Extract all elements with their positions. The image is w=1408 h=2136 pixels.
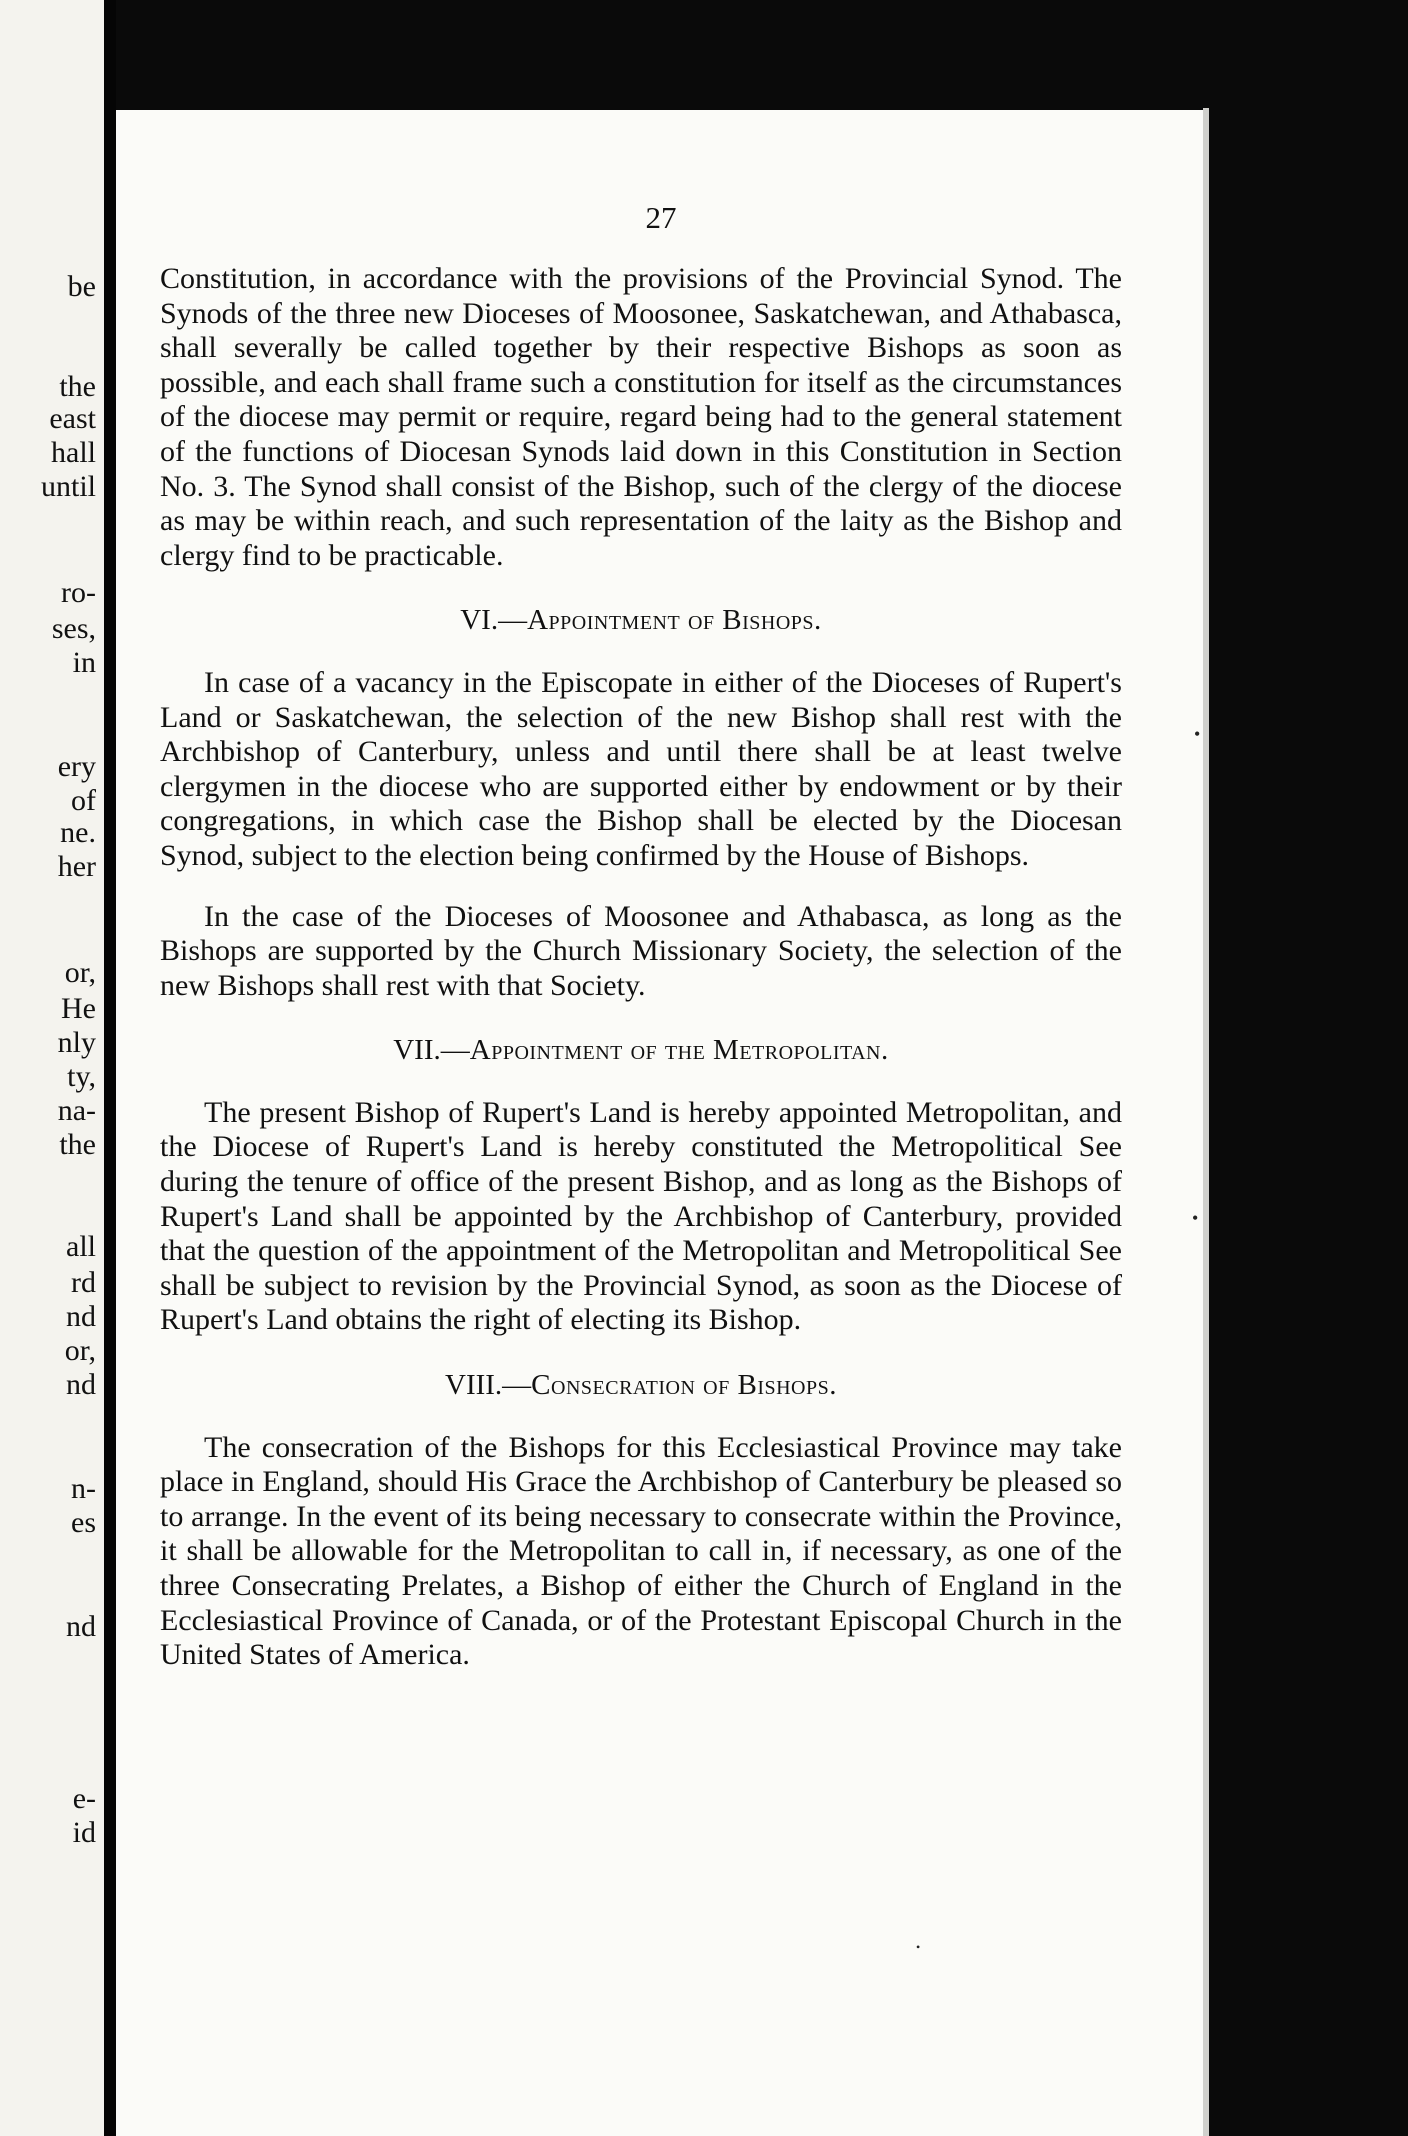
section-heading (160, 1033, 1122, 1068)
facing-page-fragment: es (71, 1506, 96, 1539)
margin-dot-mark: • (916, 1940, 921, 1954)
facing-page-fragment: e- (72, 1782, 96, 1815)
facing-page-fragment: na- (57, 1094, 96, 1127)
section-heading (160, 603, 1122, 638)
section-title: Consecration of Bishops. (531, 1369, 837, 1402)
page-edge-shadow (1203, 108, 1209, 2136)
facing-page-fragment: or, (64, 1334, 96, 1367)
section-paragraph: In the case of the Dioceses of Moosonee and Athabasca, as long as the Bishops are supported by the Church Missionary Society, the selection of the new Bishops shall rest with that Society. (160, 899, 1122, 1002)
section-paragraph: In case of a vacancy in the Episcopate in either of the Dioceses of Rupert's Land or Saskatchewan, the selection of the new Bishop shall rest with the Archbishop of Canterbury, unless and until there shall be at least twelve clergymen in the diocese who are supported either by endowment or by their congregations, in which case the Bishop shall be elected by the Diocesan Synod, subject to the election being confirmed by the House of Bishops. (160, 665, 1122, 872)
facing-page-fragment: the (59, 1128, 96, 1161)
margin-dot-mark: • (1192, 1208, 1199, 1228)
section-title: Appointment of Bishops. (527, 604, 822, 637)
facing-page-fragment: n- (71, 1472, 96, 1505)
facing-page-fragment: be (67, 270, 96, 303)
facing-page-fragment: ne. (60, 816, 96, 849)
facing-page-fragment: until (40, 470, 96, 503)
section-paragraph: The present Bishop of Rupert's Land is hereby appointed Metropolitan, and the Diocese of Rupert's Land is hereby constituted the Metropolitical See during the tenure of office of the present Bishop, and as long as the Bishops of Rupert's Land shall be appointed by the Archbishop of Canterbury, provided that the question of the appointment of the Metropolitan and Metropolitical See shall be subject to revision by the Provincial Synod, as soon as the Diocese of Rupert's Land obtains the right of electing its Bishop. (160, 1095, 1122, 1337)
facing-page-fragment: id (72, 1816, 96, 1849)
section-heading (160, 1368, 1122, 1403)
facing-page-fragment: east (49, 402, 96, 435)
facing-page-fragment: all (66, 1230, 96, 1263)
section-numeral: VII.— (393, 1034, 470, 1067)
opening-paragraph: Constitution, in accordance with the provisions of the Provincial Synod. The Synods of the three new Dioceses of Moosonee, Saskatchewan, and Athabasca, shall severally be called together by their respective Bishops as soon as possible, and each shall frame such a constitution for itself as the circumstances of the diocese may permit or require, regard being had to the general statement of the functions of Diocesan Synods laid down in this Constitution in Section No. 3. The Synod shall consist of the Bishop, such of the clergy of the diocese as may be within reach, and such representation of the laity as the Bishop and clergy find to be practicable. (160, 262, 1122, 572)
page-number: 27 (645, 200, 677, 235)
facing-page-fragment: in (72, 646, 96, 679)
document-page (116, 110, 1206, 2136)
facing-page-fragment: ses, (51, 612, 96, 645)
facing-page-fragment: the (59, 370, 96, 403)
facing-page-fragment: her (57, 850, 96, 883)
facing-page-fragment: He (61, 992, 96, 1025)
facing-page-fragment: rd (71, 1266, 96, 1299)
section-paragraph: The consecration of the Bishops for this Ecclesiastical Province may take place in England, should His Grace the Archbishop of Canterbury be pleased so to arrange. In the event of its being necessary to consecrate within the Province, it shall be allowable for the Metropolitan to call in, if necessary, as one of the three Consecrating Prelates, a Bishop of either the Church of England in the Ecclesiastical Province of Canada, or of the Protestant Episcopal Church in the United States of America. (160, 1430, 1122, 1672)
facing-page-fragment: or, (64, 956, 96, 989)
facing-page-edge (0, 0, 106, 2136)
facing-page-fragment: ro- (61, 576, 96, 609)
facing-page-fragment: nd (66, 1610, 96, 1643)
facing-page-fragment: nd (66, 1368, 96, 1401)
facing-page-fragment: nd (66, 1300, 96, 1333)
section-title: Appointment of the Metropolitan. (469, 1034, 889, 1067)
facing-page-fragment: hall (51, 436, 96, 469)
margin-dot-mark: • (1194, 724, 1201, 744)
section-numeral: VI.— (460, 604, 528, 637)
page-body (160, 262, 1122, 1673)
facing-page-fragment: ty, (67, 1060, 96, 1093)
section-numeral: VIII.— (445, 1369, 532, 1402)
facing-page-fragment: nly (57, 1026, 96, 1059)
book-gutter (104, 0, 116, 2136)
facing-page-fragment: ery (57, 750, 96, 783)
facing-page-fragment: of (71, 784, 96, 817)
